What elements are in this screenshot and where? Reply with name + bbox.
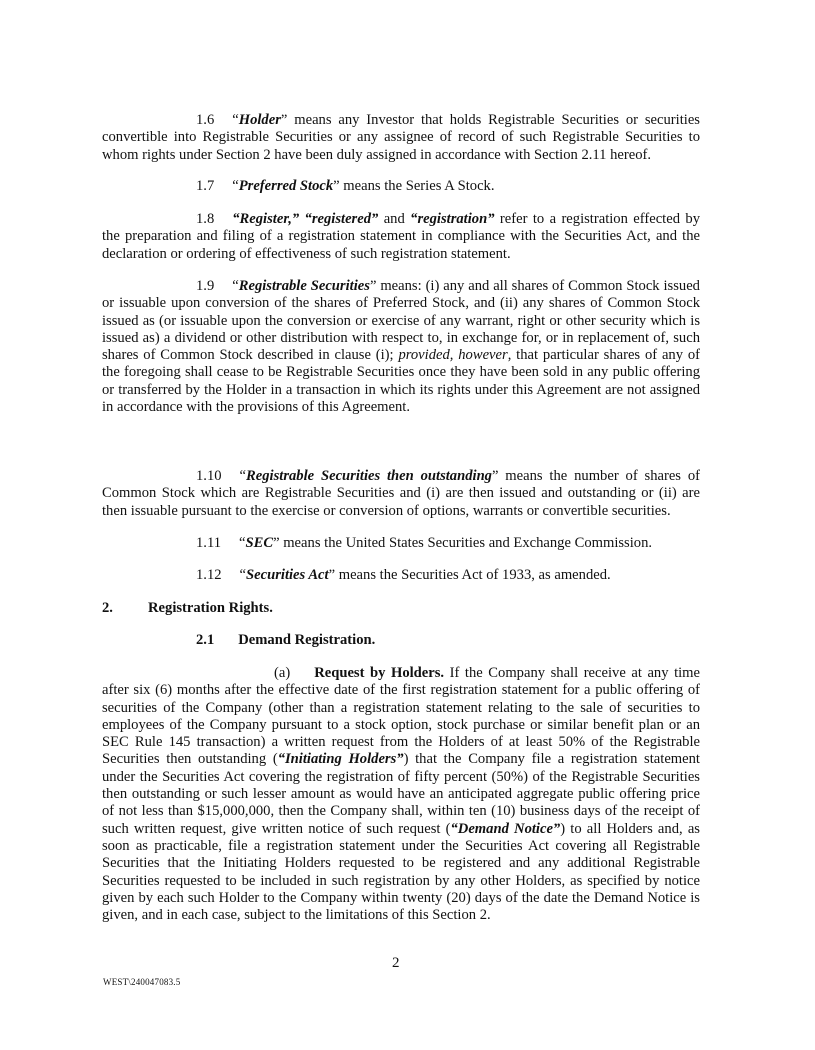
section-number: 1.12 bbox=[196, 567, 222, 583]
subsection-text-3: ) to all Holders and, as soon as practicable, file a registration statement under the Securities Act covering all Registrable Securities that the Initiating Holders requested to be registered and any additional Registrable Securities requested to be included in such registration by any other Holders, as specified by notice given by each such Holder to the Company within twenty (20) days of the date the Demand Notice is given, and in each case, subject to the limitations of this Section 2. bbox=[102, 820, 700, 924]
defined-term: SEC bbox=[245, 535, 274, 551]
definition-text: means the number of shares of Common Stock which are Registrable Securities and (i) are then issued and outstanding or (ii) are then issuable pursuant to the exercise or conversion of options, warrants or convertible securities. bbox=[102, 468, 700, 519]
definition-text: means the Series A Stock. bbox=[339, 178, 495, 194]
section-2-heading bbox=[102, 600, 700, 617]
section-title: Demand Registration. bbox=[238, 632, 376, 648]
section-number: 1.8 bbox=[196, 211, 215, 227]
section-number: 1.10 bbox=[196, 468, 222, 484]
quote-close: ” bbox=[273, 535, 280, 551]
section-1-12 bbox=[102, 567, 700, 584]
quote-open: “ bbox=[232, 178, 239, 194]
quote-close: ” bbox=[491, 468, 499, 484]
quote-close: ” bbox=[328, 567, 336, 583]
definition-text: means the Securities Act of 1933, as amended. bbox=[335, 567, 611, 583]
section-1-9 bbox=[102, 278, 700, 416]
defined-term: Registrable Securities then outstanding bbox=[246, 468, 492, 484]
document-id: WEST\240047083.5 bbox=[103, 977, 181, 987]
defined-term: Securities Act bbox=[246, 567, 329, 583]
subsection-title: Request by Holders. bbox=[314, 665, 445, 681]
quote-close: ” bbox=[333, 178, 340, 194]
quote-close: ” bbox=[280, 112, 288, 128]
section-number: 1.7 bbox=[196, 178, 215, 194]
definition-text-continued: , that particular shares of any of the foregoing shall cease to be Registrable Securities once they have been sold in any public offering or transferred by the Holder in a transaction in which its rights under this Agreement are not assigned in accordance with the provisions of this Agreement. bbox=[102, 347, 701, 416]
section-1-6 bbox=[102, 112, 700, 164]
section-number: 2.1 bbox=[196, 632, 215, 648]
page-number: 2 bbox=[392, 955, 400, 971]
section-1-8 bbox=[102, 211, 700, 263]
subsection-text-2: ) that the Company file a registration statement under the Securities Act covering the registration of fifty percent (50%) of the Registrable Securities then outstanding or such lesser amount as would have an anticipated aggregate public offering price of not less than $15,000,000, then the Company shall, within ten (10) business days of the receipt of such written request, give written notice of such request ( bbox=[102, 751, 700, 837]
definition-text: means any Investor that holds Registrable Securities or securities convertible into Registrable Securities or any assignee of record of such Registrable Securities to whom rights under Section 2 have been duly assigned in accordance with Section 2.11 hereof. bbox=[102, 112, 700, 163]
definition-text: refer to a registration effected by the preparation and filing of a registration statement in compliance with the Securities Act, and the declaration or ordering of effectiveness of such registration statement. bbox=[102, 211, 700, 262]
definition-text: means the United States Securities and Exchange Commission. bbox=[279, 535, 653, 551]
section-1-11 bbox=[102, 535, 700, 552]
section-2-1-a bbox=[102, 665, 700, 924]
defined-term-registered: “registered” bbox=[304, 211, 379, 227]
section-title: Registration Rights. bbox=[148, 600, 273, 616]
quote-open: “ bbox=[239, 567, 247, 583]
section-1-7 bbox=[102, 178, 700, 195]
quote-open: “ bbox=[232, 112, 239, 128]
section-number: 1.11 bbox=[196, 535, 221, 551]
section-1-10 bbox=[102, 468, 700, 520]
quote-close: ” bbox=[369, 278, 377, 294]
quote-open: “ bbox=[239, 535, 246, 551]
subsection-text: If the Company shall receive at any time after six (6) months after the effective date of the first registration statement for a public offering of securities of the Company (other than a registration statement relating to the sale of securities to employees of the Company pursuant to a stock option, stock purchase or similar benefit plan or an SEC Rule 145 transaction) a written request from the Holders of at least 50% of the Registrable Securities then outstanding ( bbox=[102, 665, 701, 768]
defined-term-registration: “registration” bbox=[410, 211, 495, 227]
defined-term-demand-notice: “Demand Notice” bbox=[450, 820, 561, 837]
separator: and bbox=[378, 211, 411, 227]
defined-term: Preferred Stock bbox=[238, 178, 334, 194]
defined-term: Registrable Securities bbox=[238, 278, 370, 294]
subsection-number: (a) bbox=[274, 665, 291, 681]
defined-term-register: “Register,” bbox=[232, 211, 300, 227]
proviso-text: provided, however bbox=[398, 347, 508, 364]
quote-open: “ bbox=[232, 278, 239, 294]
section-number: 1.6 bbox=[196, 112, 215, 128]
definition-text: means: (i) any and all shares of Common Stock issued or issuable upon conversion of the shares of Preferred Stock, and (ii) any shares of Common Stock issued as (or issuable upon the conversion or exercise of any warrant, right or other security which is issued as) a dividend or other distribution with respect to, in exchange for, or in replacement of, such shares of Common Stock described in clause (i); bbox=[102, 278, 700, 364]
section-2-1-heading bbox=[102, 632, 700, 649]
quote-open: “ bbox=[239, 468, 247, 484]
defined-term-initiating-holders: “Initiating Holders” bbox=[277, 751, 404, 768]
section-number: 1.9 bbox=[196, 278, 215, 294]
section-number: 2. bbox=[102, 600, 113, 616]
defined-term: Holder bbox=[238, 112, 281, 128]
